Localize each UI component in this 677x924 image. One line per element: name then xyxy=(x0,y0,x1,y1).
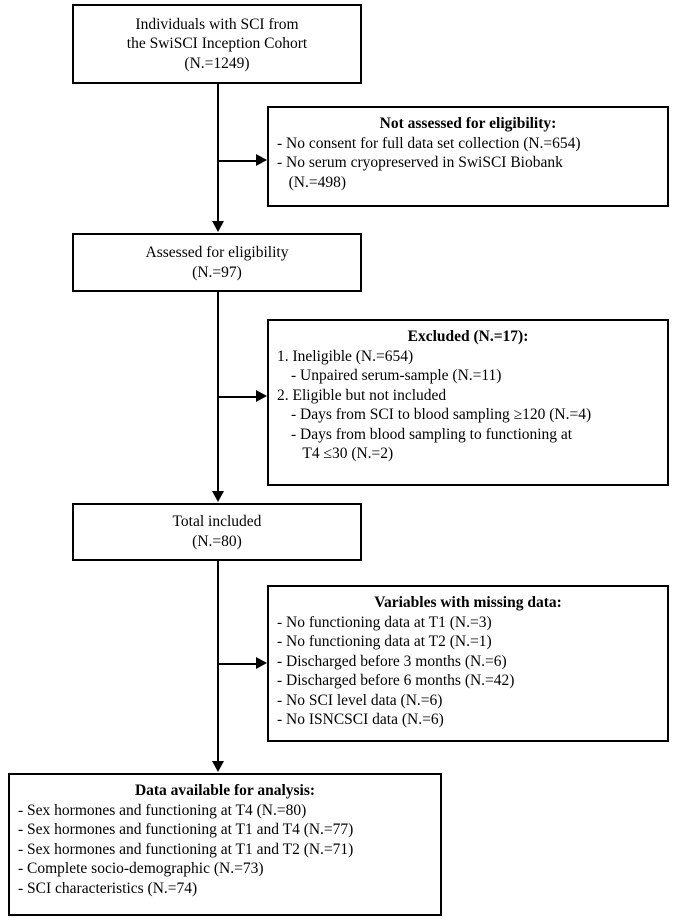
node-excluded-line-6: T4 ≤30 (N.=2) xyxy=(291,445,394,463)
arrowhead-excluded xyxy=(256,390,267,402)
node-total-included-line-1: Total included xyxy=(172,513,262,531)
node-missing-data-line-6: - No ISNCSCI data (N.=6) xyxy=(277,711,444,729)
connector-cohort-to-assessed xyxy=(217,84,219,221)
node-not-assessed-line-2: - No serum cryopreserved in SwiSCI Biobank xyxy=(277,154,563,172)
node-excluded-line-2: - Unpaired serum-sample (N.=11) xyxy=(291,367,502,385)
arrowhead-missing xyxy=(256,657,267,669)
node-data-available-title: Data available for analysis: xyxy=(134,782,316,799)
node-missing-data xyxy=(267,585,669,742)
node-cohort xyxy=(72,4,362,84)
arrowhead-total-included xyxy=(212,491,224,502)
node-data-available-line-4: - Complete socio-demographic (N.=73) xyxy=(18,860,264,878)
node-data-available-line-1: - Sex hormones and functioning at T4 (N.=80) xyxy=(18,801,307,819)
node-assessed xyxy=(72,233,362,292)
node-data-available-line-3: - Sex hormones and functioning at T1 and T2 (N.=71) xyxy=(18,840,354,858)
node-not-assessed-line-1: - No consent for full data set collection (N.=654) xyxy=(277,134,581,152)
node-assessed-line-1: Assessed for eligibility xyxy=(145,243,289,261)
node-cohort-line-3: (N.=1249) xyxy=(184,54,250,72)
connector-branch-excluded xyxy=(217,396,258,398)
connector-total-to-available xyxy=(217,561,219,761)
arrowhead-assessed xyxy=(212,221,224,232)
node-missing-data-line-1: - No functioning data at T1 (N.=3) xyxy=(277,613,492,631)
node-assessed-line-2: (N.=97) xyxy=(192,263,242,281)
arrowhead-available xyxy=(212,761,224,772)
connector-branch-not-assessed xyxy=(217,160,258,162)
node-data-available xyxy=(8,773,442,916)
node-total-included-line-2: (N.=80) xyxy=(192,533,242,550)
node-cohort-line-2: the SwiSCI Inception Cohort xyxy=(126,35,308,53)
node-excluded-line-3: 2. Eligible but not included xyxy=(277,386,447,404)
node-missing-data-line-4: - Discharged before 6 months (N.=42) xyxy=(277,672,515,690)
node-not-assessed-title: Not assessed for eligibility: xyxy=(379,115,557,132)
arrowhead-not-assessed xyxy=(256,154,267,166)
node-missing-data-line-3: - Discharged before 3 months (N.=6) xyxy=(277,652,507,670)
node-total-included xyxy=(72,503,362,561)
node-missing-data-title: Variables with missing data: xyxy=(374,594,562,611)
node-not-assessed-line-3: (N.=498) xyxy=(277,173,347,191)
connector-assessed-to-total xyxy=(217,292,219,491)
node-not-assessed xyxy=(267,106,669,207)
node-cohort-line-1: Individuals with SCI from xyxy=(135,15,299,33)
node-missing-data-line-5: - No SCI level data (N.=6) xyxy=(277,691,443,709)
node-missing-data-line-2: - No functioning data at T2 (N.=1) xyxy=(277,633,492,651)
node-excluded xyxy=(267,319,669,486)
node-excluded-line-5: - Days from blood sampling to functioning at xyxy=(291,425,573,443)
node-excluded-line-4: - Days from SCI to blood sampling ≥120 (N.=4) xyxy=(291,406,592,424)
node-excluded-title: Excluded (N.=17): xyxy=(407,328,529,345)
node-excluded-line-1: 1. Ineligible (N.=654) xyxy=(277,347,414,365)
node-data-available-line-5: - SCI characteristics (N.=74) xyxy=(18,879,198,897)
node-data-available-line-2: - Sex hormones and functioning at T1 and T4 (N.=77) xyxy=(18,821,354,839)
connector-branch-missing xyxy=(217,663,258,665)
